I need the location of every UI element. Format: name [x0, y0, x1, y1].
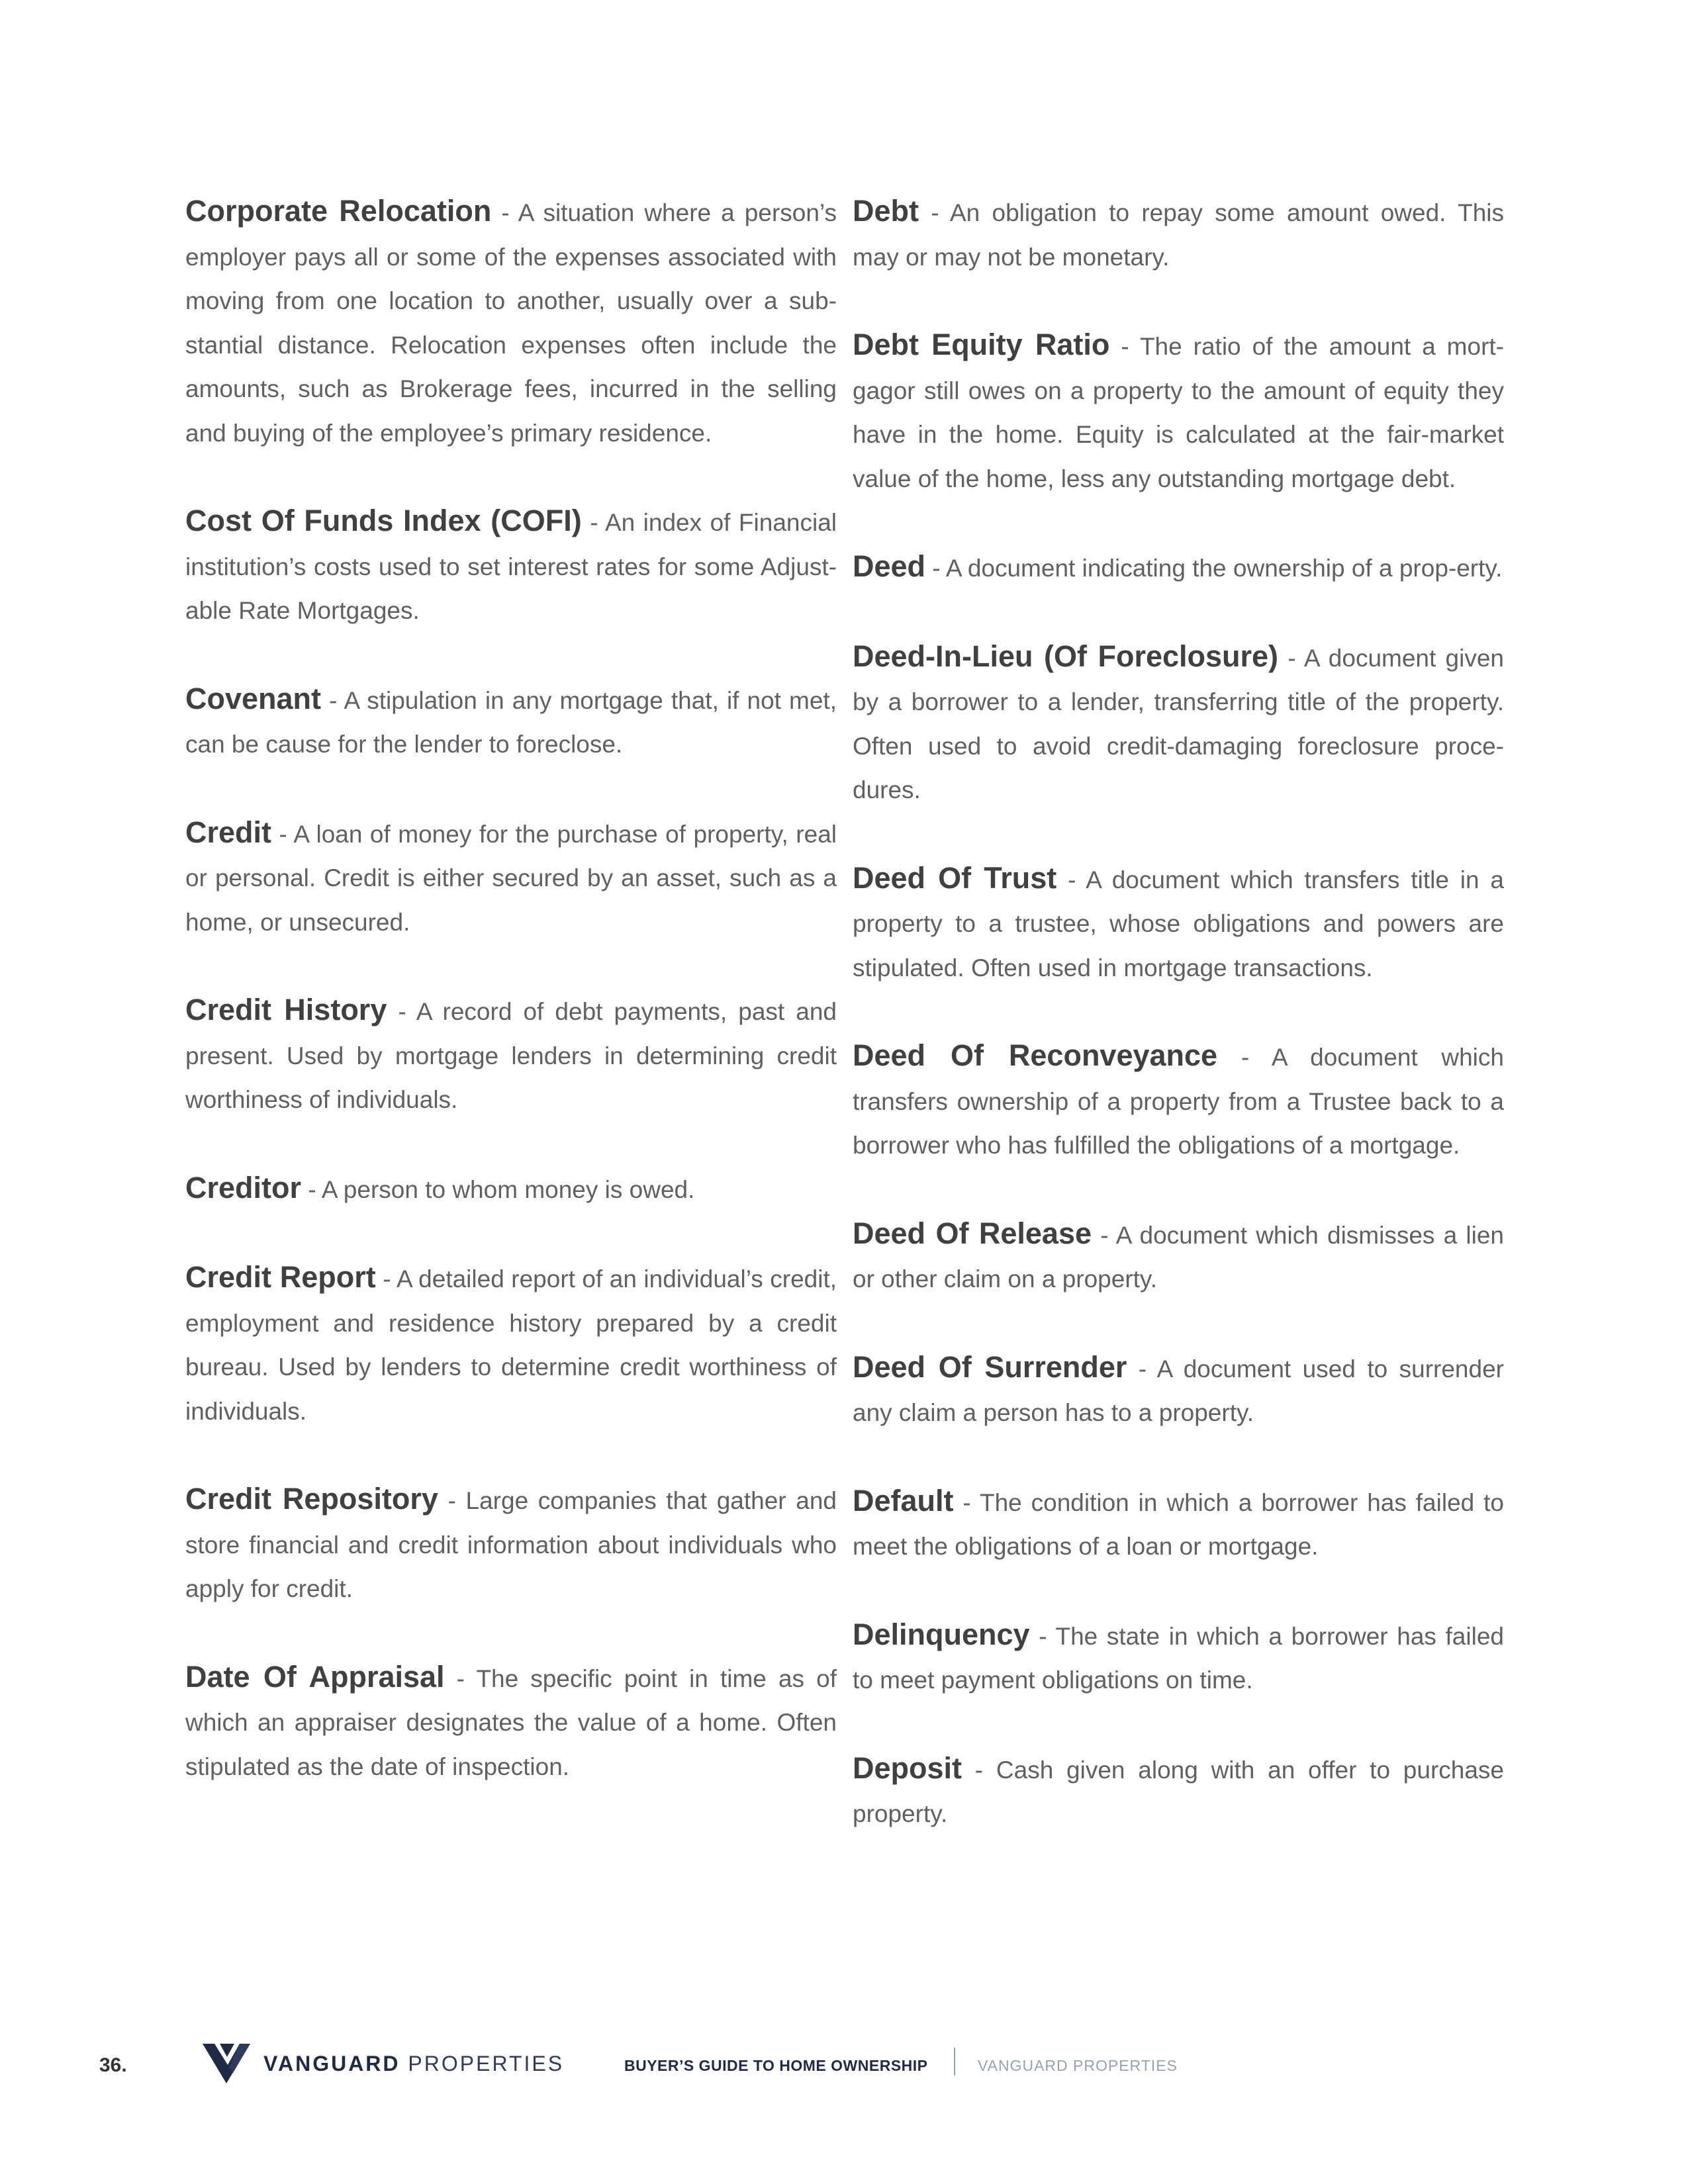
- term-separator: -: [501, 199, 510, 226]
- term-separator: -: [1039, 1622, 1047, 1650]
- brand-name: [263, 2052, 564, 2076]
- glossary-term: Date Of Appraisal: [185, 1659, 445, 1694]
- glossary-definition: The state in which a borrower has failed to meet payment obligations on time.: [853, 1622, 1504, 1694]
- term-separator: -: [962, 1488, 971, 1516]
- glossary-entry: [185, 1255, 837, 1433]
- glossary-entry: [185, 1166, 837, 1212]
- vanguard-v-logo-icon: [201, 2041, 252, 2086]
- page-number: 36.: [99, 2054, 127, 2076]
- glossary-term: Default: [853, 1483, 954, 1518]
- footer-brand-text: VANGUARD PROPERTIES: [978, 2057, 1178, 2074]
- term-separator: -: [383, 1265, 391, 1293]
- glossary-term: Deed: [853, 549, 926, 583]
- glossary-entry: [853, 545, 1504, 591]
- glossary-definition: The specific point in time as of which an appraiser designates the value of a home. Often stipulated as the date of inspection.: [185, 1664, 837, 1780]
- glossary-term: Deed Of Release: [853, 1216, 1092, 1250]
- term-separator: -: [279, 820, 287, 848]
- glossary-definition: A document which dismisses a lien or other claim on a property.: [853, 1221, 1504, 1293]
- glossary-term: Covenant: [185, 681, 322, 715]
- term-separator: -: [1068, 866, 1076, 893]
- glossary-definition: A record of debt payments, past and present. Used by mortgage lenders in determining credit worthiness of individuals.: [185, 998, 837, 1113]
- term-separator: -: [590, 509, 598, 536]
- footer-divider: [954, 2048, 955, 2075]
- glossary-definition: Large companies that gather and store financial and credit information about individuals who apply for credit.: [185, 1487, 837, 1602]
- glossary-term: Delinquency: [853, 1617, 1030, 1651]
- term-separator: -: [456, 1664, 465, 1692]
- glossary-definition: Cash given along with an offer to purchase property.: [853, 1756, 1505, 1827]
- glossary-entry: [853, 856, 1504, 991]
- glossary-term: Debt: [853, 194, 919, 228]
- glossary-term: Deposit: [853, 1751, 962, 1785]
- glossary-definition: A document which transfers ownership of a property from a Trustee back to a borrower who has fulfilled the obligations of a mortgage.: [853, 1044, 1504, 1159]
- page-footer: [0, 2038, 1688, 2091]
- glossary-entry: [853, 1747, 1504, 1837]
- glossary-definition: A person to whom money is owed.: [321, 1175, 695, 1203]
- brand-name-secondary: PROPERTIES: [408, 2052, 565, 2075]
- glossary-entry: [185, 677, 837, 767]
- glossary-right-column: [853, 189, 1504, 1880]
- guide-title: BUYER’S GUIDE TO HOME OWNERSHIP: [624, 2057, 928, 2074]
- glossary-definition: A situation where a person’s employer pays all or some of the expenses associated with moving from one location to another, usually over a sub-stantial distance. Relocation expenses often include the amounts, such as Brokerage fees, incurred in the selling and buying of the employee’s primary residence.: [185, 199, 837, 447]
- glossary-definition: A document used to surrender any claim a person has to a property.: [853, 1355, 1504, 1426]
- glossary-definition: A document indicating the ownership of a prop-erty.: [945, 555, 1503, 582]
- glossary-entry: [185, 499, 837, 633]
- glossary-entry: [853, 189, 1504, 279]
- glossary-entry: [185, 1477, 837, 1612]
- term-separator: -: [1138, 1355, 1147, 1383]
- glossary-definition: A document given by a borrower to a lender, transferring title of the property. Often used to avoid credit-damaging foreclosure proce-dures.: [853, 644, 1505, 803]
- term-separator: -: [1121, 333, 1129, 360]
- glossary-definition: The condition in which a borrower has failed to meet the obligations of a loan or mortgage.: [853, 1488, 1504, 1560]
- glossary-definition: An obligation to repay some amount owed. This may or may not be monetary.: [853, 199, 1505, 271]
- term-separator: -: [931, 199, 939, 226]
- glossary-definition: An index of Financial institution’s costs used to set interest rates for some Adjust-able Rate Mortgages.: [185, 509, 837, 624]
- glossary-entry: [853, 1479, 1504, 1569]
- glossary-term: Deed Of Reconveyance: [853, 1038, 1218, 1072]
- glossary-entry: [853, 1613, 1504, 1703]
- glossary-term: Debt Equity Ratio: [853, 328, 1110, 361]
- term-separator: -: [447, 1487, 456, 1514]
- glossary-term: Cost Of Funds Index (COFI): [185, 504, 582, 537]
- term-separator: -: [1241, 1044, 1250, 1071]
- brand-name-primary: VANGUARD: [263, 2052, 400, 2075]
- glossary-entry: [185, 811, 837, 945]
- glossary-entry: [853, 1034, 1504, 1168]
- glossary-definition: A detailed report of an individual’s credit, employment and residence history prepared by a credit bureau. Used by lenders to determine credit worthiness of individuals.: [185, 1265, 837, 1425]
- glossary-entry: [853, 323, 1504, 501]
- glossary-term: Credit Report: [185, 1260, 376, 1294]
- term-separator: -: [932, 555, 941, 582]
- glossary-definition: A stipulation in any mortgage that, if not met, can be cause for the lender to foreclose.: [185, 686, 837, 758]
- term-separator: -: [1100, 1221, 1109, 1249]
- glossary-term: Deed-In-Lieu (Of Foreclosure): [853, 639, 1279, 673]
- glossary-term: Creditor: [185, 1170, 302, 1205]
- glossary-term: Credit Repository: [185, 1482, 438, 1516]
- glossary-term: Corporate Relocation: [185, 194, 492, 228]
- glossary-entry: [853, 1345, 1504, 1435]
- glossary-entry: [853, 635, 1504, 813]
- term-separator: -: [308, 1175, 316, 1203]
- glossary-term: Deed Of Trust: [853, 860, 1057, 895]
- glossary-definition: A loan of money for the purchase of property, real or personal. Credit is either secured by an asset, such as a home, or unsecured.: [185, 820, 837, 936]
- glossary-left-column: [185, 189, 837, 1880]
- term-separator: -: [398, 998, 406, 1025]
- glossary-definition: The ratio of the amount a mort-gagor still owes on a property to the amount of equity they have in the home. Equity is calculated at the fair-market value of the home, less any outstanding mortgage debt.: [853, 333, 1505, 492]
- term-separator: -: [1288, 644, 1296, 672]
- glossary-term: Deed Of Surrender: [853, 1349, 1127, 1384]
- glossary-term: Credit History: [185, 993, 387, 1026]
- glossary-entry: [185, 189, 837, 455]
- glossary-content: [185, 189, 1504, 1880]
- term-separator: -: [974, 1756, 984, 1784]
- glossary-entry: [185, 988, 837, 1122]
- term-separator: -: [329, 686, 338, 714]
- glossary-entry: [185, 1655, 837, 1790]
- glossary-definition: A document which transfers title in a property to a trustee, whose obligations and powers are stipulated. Often used in mortgage transactions.: [853, 866, 1504, 981]
- glossary-entry: [853, 1212, 1504, 1302]
- glossary-term: Credit: [185, 815, 272, 849]
